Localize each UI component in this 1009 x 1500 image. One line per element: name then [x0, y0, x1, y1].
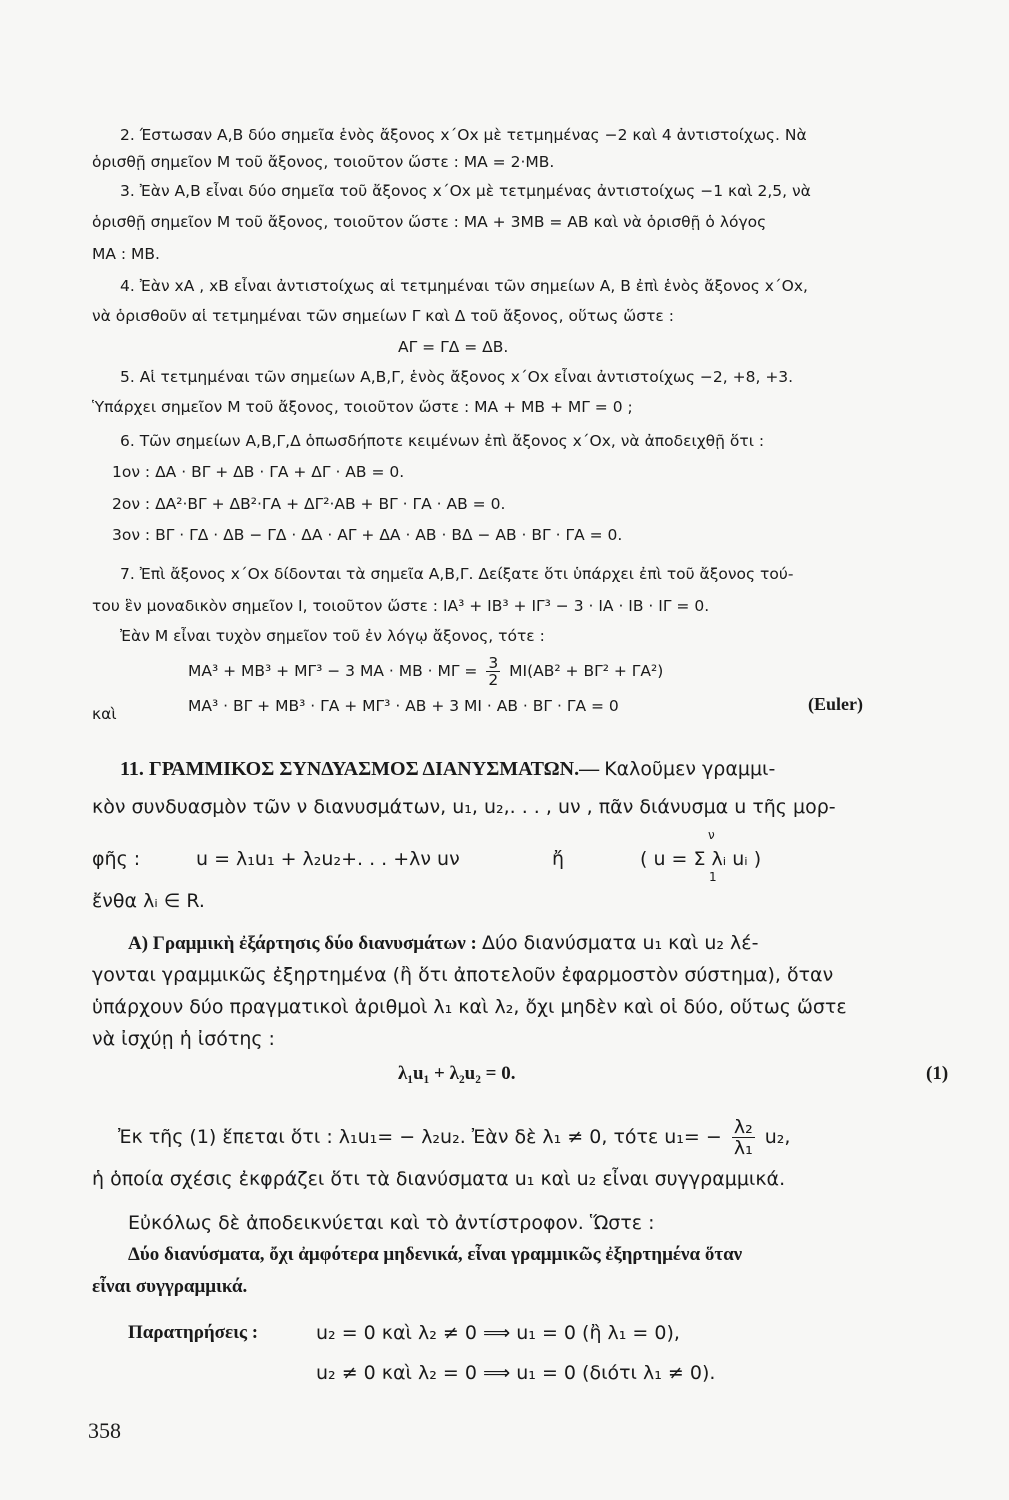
- remark-2: u₂ ≠ 0 καὶ λ₂ = 0 ⟹ u₁ = 0 (διότι λ₁ ≠ 0).: [316, 1362, 716, 1384]
- page-number: 358: [88, 1418, 121, 1443]
- exercise-5-line2: Ὑπάρχει σημεῖον Μ τοῦ ἄξονος, τοιοῦτον ὥστε : ΜΑ + ΜΒ + ΜΓ = 0 ;: [92, 398, 633, 416]
- exercise-6-item1: 1ον : ΔΑ · ΒΓ + ΔΒ · ΓΑ + ΔΓ · ΑΒ = 0.: [112, 463, 405, 481]
- fraction-numerator: 3: [488, 654, 499, 672]
- equation-1-label: (1): [926, 1063, 949, 1084]
- exercise-4-line2: νὰ ὁρισθοῦν αἱ τετμημέναι τῶν σημείων Γ καὶ Δ τοῦ ἄξονος, οὕτως ὥστε :: [92, 307, 674, 325]
- exercise-2-line1: 2. Έστωσαν Α,Β δύο σημεῖα ἑνὸς ἄξονος x΄Ox μὲ τετμημένας −2 καὶ 4 ἀντιστοίχως. Νὰ: [120, 126, 807, 144]
- part-a-line3: ὑπάρχουν δύο πραγματικοὶ ἀριθμοὶ λ₁ καὶ λ₂, ὄχι μηδὲν καὶ οἱ δύο, οὕτως ὥστε: [92, 996, 847, 1018]
- exercise-2-line2: ὁρισθῇ σημεῖον Μ τοῦ ἄξονος, τοιοῦτον ὥστε : ΜΑ = 2·ΜΒ.: [92, 153, 555, 171]
- exercise-3-line1: 3. Ἐὰν Α,Β εἶναι δύο σημεῖα τοῦ ἄξονος x΄Ox μὲ τετμημένας ἀντιστοίχως −1 καὶ 2,5, νὰ: [120, 182, 811, 200]
- part-a-collinear: ἡ ὁποία σχέσις ἐκφράζει ὅτι τὰ διανύσματα u₁ καὶ u₂ εἶναι συγγραμμικά.: [92, 1168, 786, 1190]
- lambda-fraction-num: λ₂: [733, 1116, 753, 1138]
- derivation-start: Ἐκ τῆς (1) ἕπεται ὅτι : λ₁u₁= − λ₂u₂. Ἐὰν δὲ λ₁ ≠ 0, τότε u₁= −: [118, 1126, 722, 1148]
- exercise-6-item3: 3ον : ΒΓ · ΓΔ · ΔΒ − ΓΔ · ΔΑ · ΑΓ + ΔΑ · ΑΒ · ΒΔ − ΑΒ · ΒΓ · ΓΑ = 0.: [112, 526, 623, 544]
- remark-1: u₂ = 0 καὶ λ₂ ≠ 0 ⟹ u₁ = 0 (ἢ λ₁ = 0),: [316, 1322, 680, 1344]
- section-where: ἔνθα λᵢ ∈ R.: [92, 890, 205, 912]
- section-number: 11.: [120, 758, 144, 780]
- section-sum-formula: ( u = Σ λᵢ uᵢ ): [640, 848, 762, 870]
- section-heading: [120, 758, 775, 781]
- lambda-fraction-den: λ₁: [733, 1137, 753, 1159]
- euler-kai: καὶ: [92, 705, 117, 723]
- section-line2: κὸν συνδυασμὸν τῶν ν διανυσμάτων, u₁, u₂,. . . , uν , πᾶν διάνυσμα u τῆς μορ-: [92, 796, 836, 818]
- part-a-line1: [128, 932, 758, 955]
- exercise-6-item2: 2ον : ΔΑ²·ΒΓ + ΔΒ²·ΓΑ + ΔΓ²·ΑΒ + ΒΓ · ΓΑ · ΑΒ = 0.: [112, 495, 506, 513]
- theorem-line2: εἶναι συγγραμμικά.: [92, 1276, 248, 1297]
- exercise-6-line1: 6. Τῶν σημείων Α,Β,Γ,Δ ὁπωσδήποτε κειμένων ἐπὶ ἄξονος x΄Ox, νὰ ἀποδειχθῇ ὅτι :: [120, 432, 765, 450]
- part-a-line2: γονται γραμμικῶς ἐξηρτημένα (ἢ ὅτι ἀποτελοῦν ἐφαρμοστὸν σύστημα), ὅταν: [92, 964, 834, 986]
- section-title: ΓΡΑΜΜΙΚΟΣ ΣΥΝΔΥΑΣΜΟΣ ΔΙΑΝΥΣΜΑΤΩΝ.—: [149, 758, 600, 780]
- euler-formula-2: ΜΑ³ · ΒΓ + ΜΒ³ · ΓΑ + ΜΓ³ · ΑΒ + 3 ΜΙ · ΑΒ · ΒΓ · ΓΑ = 0: [188, 697, 619, 715]
- part-a-line4: νὰ ἰσχύῃ ἡ ἰσότης :: [92, 1028, 275, 1050]
- part-a-converse: Εὐκόλως δὲ ἀποδεικνύεται καὶ τὸ ἀντίστροφον. Ὥστε :: [128, 1212, 655, 1234]
- lambda-fraction: [732, 1117, 755, 1158]
- equation-1: λ₁u₁ + λ₂u₂ = 0.: [398, 1063, 516, 1084]
- exercise-4-formula: ΑΓ = ΓΔ = ΔΒ.: [398, 338, 509, 356]
- remarks-label: Παρατηρήσεις :: [128, 1322, 259, 1343]
- exercise-7-line3: Ἐὰν Μ εἶναι τυχὸν σημεῖον τοῦ ἐν λόγῳ ἄξονος, τότε :: [120, 627, 545, 645]
- euler-label: (Euler): [808, 694, 863, 714]
- section-or: ἤ: [552, 848, 565, 870]
- theorem-line1: Δύο διανύσματα, ὄχι ἀμφότερα μηδενικά, εἶναι γραμμικῶς ἐξηρτημένα ὅταν: [128, 1244, 743, 1265]
- derivation-end: u₂,: [764, 1126, 791, 1148]
- part-a-heading: Α) Γραμμικὴ ἐξάρτησις δύο διανυσμάτων :: [128, 933, 477, 954]
- euler-formula-1-left: ΜΑ³ + ΜΒ³ + ΜΓ³ − 3 ΜΑ · ΜΒ · ΜΓ =: [188, 662, 478, 680]
- exercise-7-line2: του ἓν μοναδικὸν σημεῖον Ι, τοιοῦτον ὥστε : ΙΑ³ + ΙΒ³ + ΙΓ³ − 3 · ΙΑ · ΙΒ · ΙΓ = 0.: [92, 597, 710, 615]
- section-morphe: φῆς :: [92, 848, 141, 870]
- fraction-denominator: 2: [488, 671, 499, 689]
- section-intro-tail: Καλοῦμεν γραμμι-: [604, 758, 776, 780]
- section-formula: u = λ₁u₁ + λ₂u₂+. . . +λν uν: [196, 848, 460, 870]
- exercise-7-line1: 7. Ἐπὶ ἄξονος x΄Ox δίδονται τὰ σημεῖα Α,Β,Γ. Δείξατε ὅτι ὑπάρχει ἐπὶ τοῦ ἄξονος τού-: [120, 565, 794, 583]
- part-a-line1-tail: Δύο διανύσματα u₁ καὶ u₂ λέ-: [481, 932, 759, 954]
- part-a-derivation: [118, 1117, 790, 1158]
- sum-top-index: ν: [708, 828, 715, 842]
- sum-bottom-index: 1: [709, 870, 717, 884]
- exercise-5-line1: 5. Αἱ τετμημέναι τῶν σημείων Α,Β,Γ, ἑνὸς ἄξονος x΄Ox εἶναι ἀντιστοίχως −2, +8, +3.: [120, 368, 794, 386]
- exercise-4-line1: 4. Ἐὰν xΑ , xΒ εἶναι ἀντιστοίχως αἱ τετμημέναι τῶν σημείων Α, Β ἐπὶ ἑνὸς ἄξονος x΄Ox,: [120, 277, 808, 295]
- fraction-three-halves: [486, 655, 500, 688]
- euler-formula-1: [188, 655, 663, 688]
- euler-formula-1-right: ΜΙ(ΑΒ² + ΒΓ² + ΓΑ²): [509, 662, 664, 680]
- exercise-3-line2: ὁρισθῇ σημεῖον Μ τοῦ ἄξονος, τοιοῦτον ὥστε : ΜΑ + 3ΜΒ = ΑΒ καὶ νὰ ὁρισθῇ ὁ λόγος: [92, 213, 767, 231]
- exercise-3-line3: ΜΑ : ΜΒ.: [92, 245, 160, 263]
